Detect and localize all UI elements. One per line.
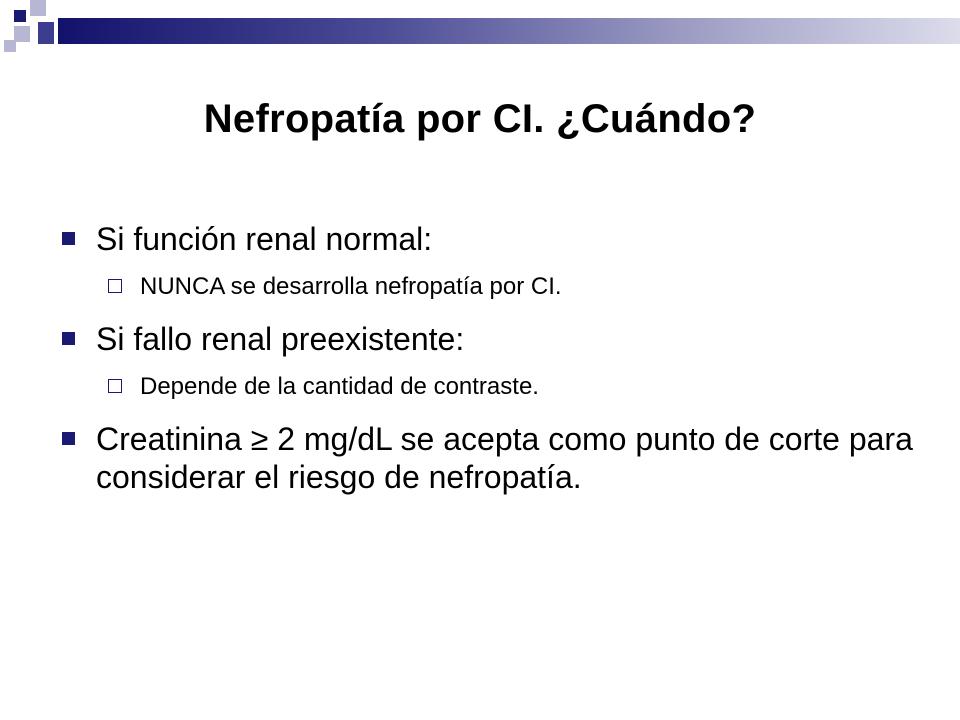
header-gradient-bar — [58, 18, 960, 44]
sub-bullet-text: Depende de la cantidad de contraste. — [140, 373, 539, 400]
bullet-item — [62, 220, 922, 258]
decor-square — [14, 10, 26, 22]
filled-square-bullet-icon — [62, 232, 75, 245]
sub-bullet-item — [62, 372, 922, 402]
filled-square-bullet-icon — [62, 332, 75, 345]
hollow-square-bullet-icon — [108, 279, 122, 293]
bullet-item — [62, 420, 922, 496]
bullet-item — [62, 320, 922, 358]
decor-square — [38, 22, 54, 44]
decor-square — [14, 26, 30, 42]
hollow-square-bullet-icon — [108, 379, 122, 393]
slide-title: Nefropatía por CI. ¿Cuándo? — [203, 97, 757, 141]
sub-bullet-text: NUNCA se desarrolla nefropatía por CI. — [140, 273, 562, 300]
decor-square — [4, 40, 16, 52]
sub-bullet-item — [62, 272, 922, 302]
bullet-text: Creatinina ≥ 2 mg/dL se acepta como punto de corte para considerar el riesgo de nefropatía. — [96, 421, 913, 495]
bullet-text: Si fallo renal preexistente: — [96, 321, 465, 357]
slide-content — [62, 220, 922, 510]
filled-square-bullet-icon — [62, 432, 75, 445]
decor-square — [30, 0, 46, 16]
bullet-text: Si función renal normal: — [96, 221, 433, 257]
